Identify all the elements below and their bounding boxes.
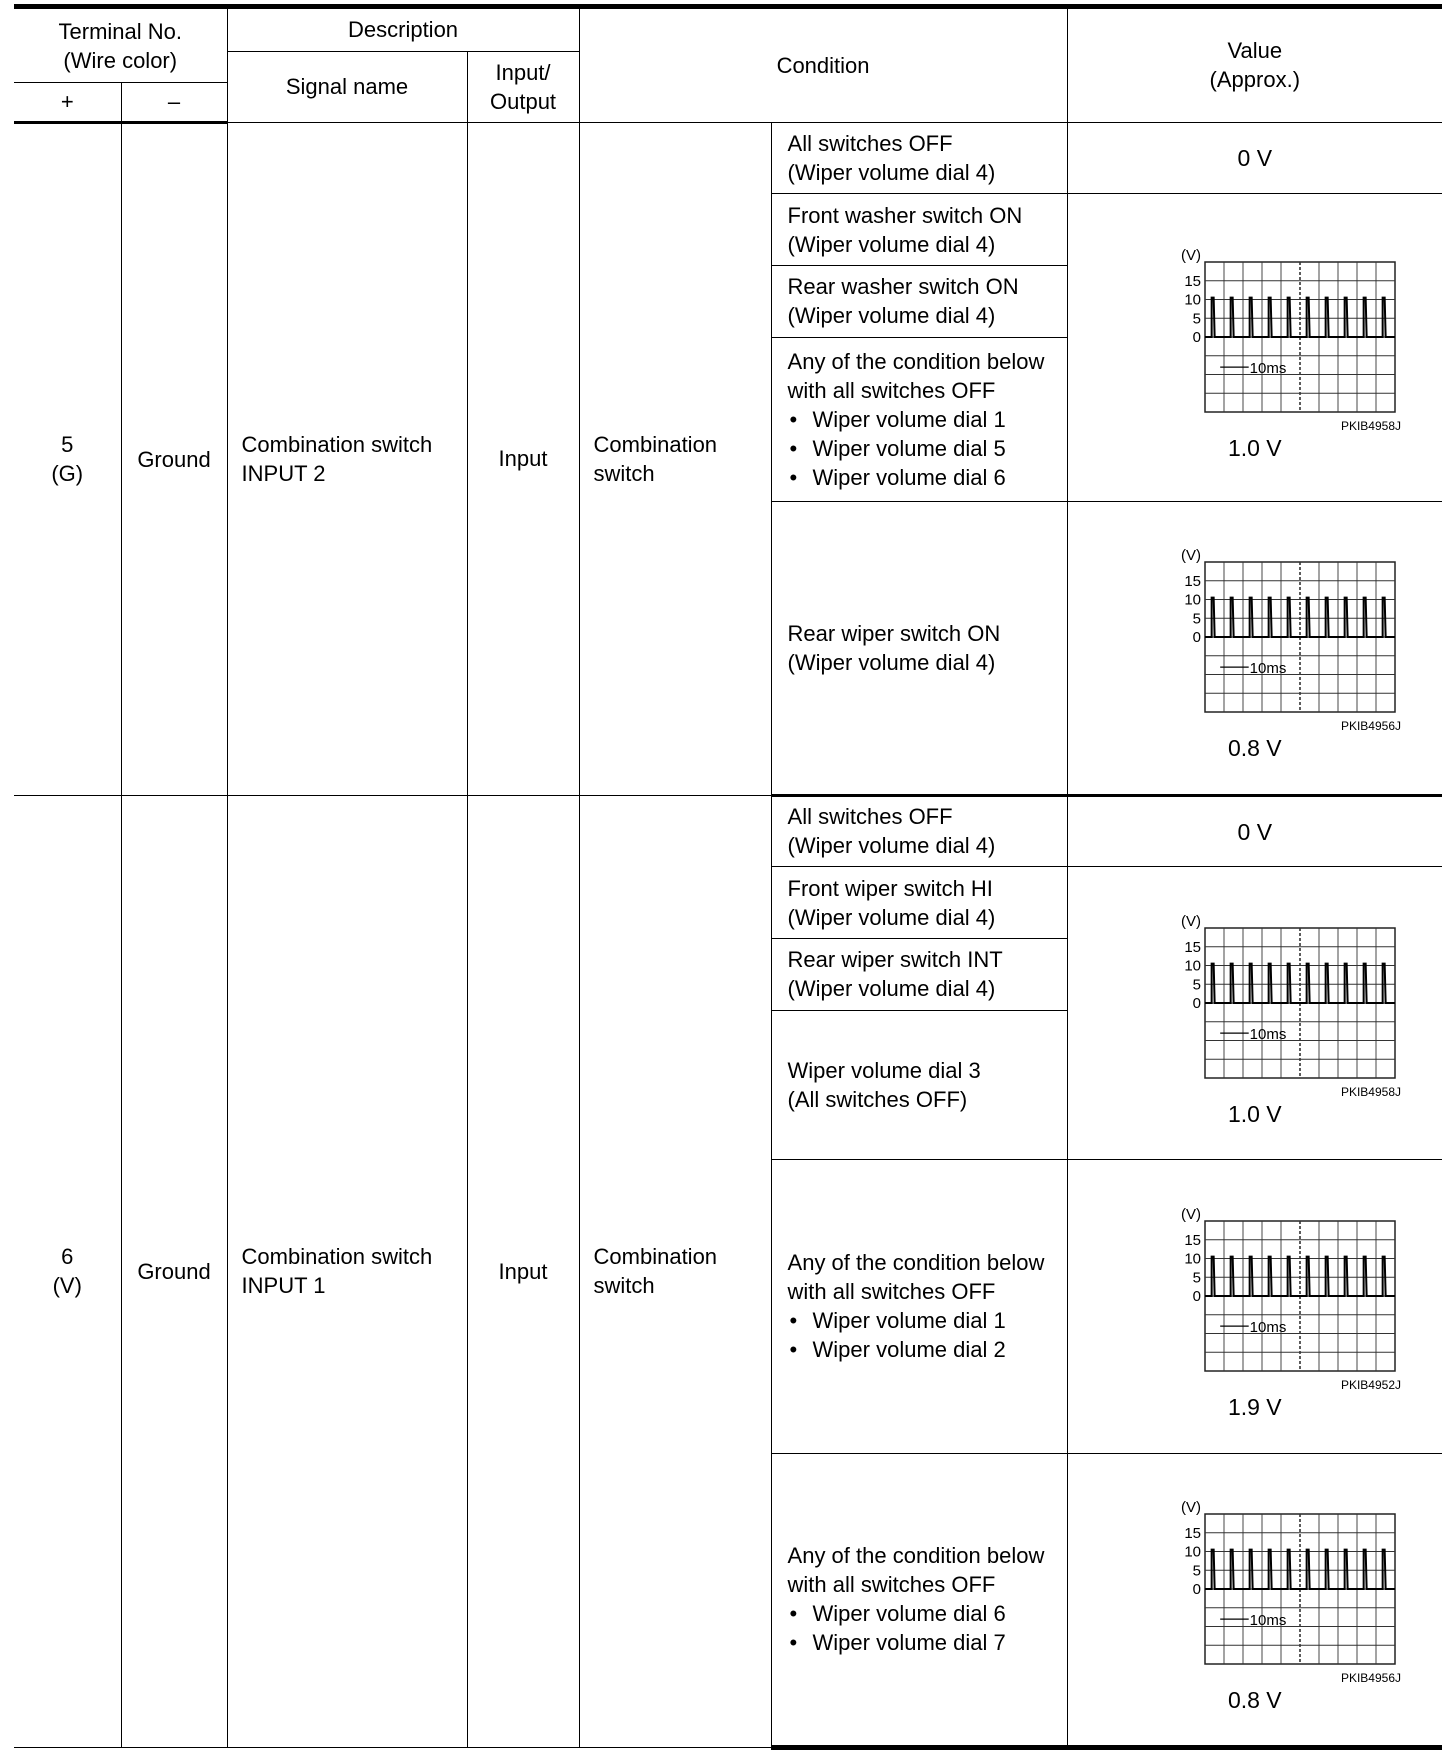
condition-cell: Rear wiper switch INT (Wiper volume dial 4) — [771, 939, 1067, 1011]
condition-cell: All switches OFF (Wiper volume dial 4) — [771, 122, 1067, 194]
condition-cell: Rear washer switch ON (Wiper volume dial 4) — [771, 266, 1067, 338]
figure-code: PKIB4958J — [1340, 418, 1401, 433]
scope-tick-label: 5 — [1192, 975, 1201, 993]
scope-tick-label: 10 — [1184, 291, 1201, 309]
description-header: Description — [227, 7, 579, 52]
scope-time-label: 10ms — [1249, 360, 1287, 378]
scope-tick-label: 5 — [1192, 1562, 1201, 1580]
voltage-value: 1.9 V — [1227, 1393, 1282, 1420]
condition-cell: Any of the condition below with all switches OFF • Wiper volume dial 1 • Wiper volume dial 5 • Wiper volume dial 6 — [771, 337, 1067, 501]
scope-tick-label: 0 — [1192, 1580, 1201, 1598]
figure-code: PKIB4952J — [1340, 1377, 1401, 1392]
condition-cell: Front washer switch ON (Wiper volume dial 4) — [771, 194, 1067, 266]
value-cell — [1067, 122, 1442, 194]
scope-tick-label: 15 — [1184, 572, 1201, 590]
value-cell — [1067, 194, 1442, 501]
scope-tick-label: 10 — [1184, 1543, 1201, 1561]
terminal-no-header: Terminal No. (Wire color) — [14, 7, 227, 83]
condition-main: Combination switch — [579, 122, 771, 795]
scope-unit: (V) — [1180, 912, 1201, 930]
condition-cell: Rear wiper switch ON (Wiper volume dial 4) — [771, 501, 1067, 795]
voltage-value: 0.8 V — [1227, 1686, 1282, 1713]
condition-cell: Any of the condition below with all switches OFF • Wiper volume dial 1 • Wiper volume dial 2 — [771, 1160, 1067, 1454]
voltage-value: 0.8 V — [1227, 735, 1282, 762]
io-value: Input — [467, 122, 579, 795]
signal-name-header: Signal name — [227, 51, 467, 122]
minus-header: – — [121, 83, 227, 122]
oscilloscope-waveform — [1125, 1191, 1401, 1392]
scope-time-label: 10ms — [1249, 660, 1287, 678]
io-value: Input — [467, 795, 579, 1747]
oscilloscope-waveform — [1125, 1484, 1401, 1685]
value-cell — [1067, 1160, 1442, 1454]
ground-label: Ground — [121, 122, 227, 795]
scope-tick-label: 5 — [1192, 1269, 1201, 1287]
voltage-value: 1.0 V — [1227, 434, 1282, 461]
condition-cell: Front wiper switch HI (Wiper volume dial 4) — [771, 867, 1067, 939]
ground-label: Ground — [121, 795, 227, 1747]
condition-cell: Any of the condition below with all switches OFF • Wiper volume dial 6 • Wiper volume dial 7 — [771, 1453, 1067, 1747]
terminal-spec-table — [14, 4, 1442, 1750]
scope-tick-label: 15 — [1184, 1231, 1201, 1249]
figure-code: PKIB4956J — [1340, 1670, 1401, 1685]
scope-unit: (V) — [1180, 547, 1201, 565]
value-cell — [1067, 795, 1442, 867]
figure-code: PKIB4956J — [1340, 719, 1401, 734]
scope-unit: (V) — [1180, 1205, 1201, 1223]
voltage-value: 0 V — [1237, 145, 1273, 172]
signal-name: Combination switch INPUT 1 — [227, 795, 467, 1747]
input-output-header: Input/ Output — [467, 51, 579, 122]
scope-tick-label: 5 — [1192, 610, 1201, 628]
terminal-6: 6 (V) — [14, 795, 121, 1747]
scope-tick-label: 5 — [1192, 310, 1201, 328]
value-cell — [1067, 867, 1442, 1160]
signal-name: Combination switch INPUT 2 — [227, 122, 467, 795]
condition-main: Combination switch — [579, 795, 771, 1747]
scope-tick-label: 15 — [1184, 272, 1201, 290]
condition-header: Condition — [579, 7, 1067, 123]
figure-code: PKIB4958J — [1340, 1084, 1401, 1099]
scope-unit: (V) — [1180, 246, 1201, 264]
value-cell — [1067, 501, 1442, 795]
scope-tick-label: 0 — [1192, 1287, 1201, 1305]
oscilloscope-waveform — [1125, 898, 1401, 1099]
scope-time-label: 10ms — [1249, 1319, 1287, 1337]
condition-cell: Wiper volume dial 3 (All switches OFF) — [771, 1010, 1067, 1159]
value-header: Value (Approx.) — [1067, 7, 1442, 123]
condition-cell: All switches OFF (Wiper volume dial 4) — [771, 795, 1067, 867]
scope-time-label: 10ms — [1249, 1612, 1287, 1630]
scope-tick-label: 0 — [1192, 328, 1201, 346]
voltage-value: 0 V — [1237, 818, 1273, 845]
scope-tick-label: 0 — [1192, 629, 1201, 647]
scope-tick-label: 15 — [1184, 938, 1201, 956]
terminal-5: 5 (G) — [14, 122, 121, 795]
oscilloscope-waveform — [1125, 232, 1401, 433]
scope-unit: (V) — [1180, 1498, 1201, 1516]
scope-tick-label: 0 — [1192, 994, 1201, 1012]
scope-time-label: 10ms — [1249, 1025, 1287, 1043]
scope-tick-label: 10 — [1184, 591, 1201, 609]
scope-tick-label: 10 — [1184, 1250, 1201, 1268]
voltage-value: 1.0 V — [1227, 1100, 1282, 1127]
oscilloscope-waveform — [1125, 532, 1401, 734]
plus-header: + — [14, 83, 121, 122]
scope-tick-label: 10 — [1184, 957, 1201, 975]
value-cell — [1067, 1453, 1442, 1747]
scope-tick-label: 15 — [1184, 1524, 1201, 1542]
